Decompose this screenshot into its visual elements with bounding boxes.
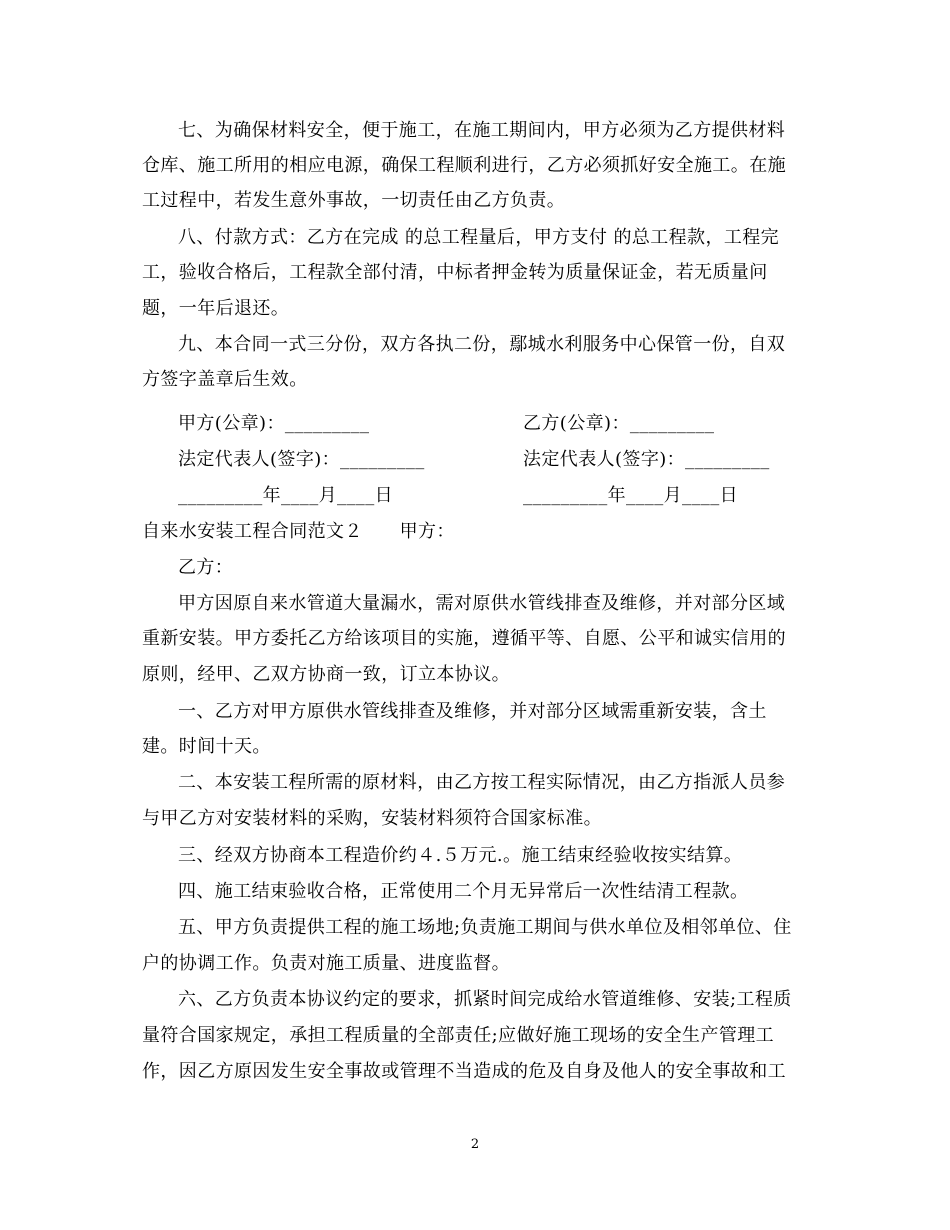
contract-2-party-b: 乙方： — [178, 557, 234, 578]
c2-clause-2-line-2: 与甲乙方对安装材料的采购，安装材料须符合国家标准。 — [142, 808, 602, 829]
clause-7-line-3: 工过程中，若发生意外事故，一切责任由乙方负责。 — [142, 190, 566, 211]
c2-clause-1-line-1: 一、乙方对甲方原供水管线排查及维修，并对部分区域需重新安装，含土 — [178, 701, 767, 722]
c2-clause-4: 四、施工结束验收合格，正常使用二个月无异常后一次性结清工程款。 — [178, 881, 749, 902]
clause-8-line-2: 工，验收合格后，工程款全部付清，中标者押金转为质量保证金，若无质量问 — [142, 262, 768, 283]
page-number: 2 — [470, 1137, 480, 1152]
c2-clause-1-line-2: 建。时间十天。 — [142, 736, 271, 757]
c2-clause-6-line-3: 作，因乙方原因发生安全事故或管理不当造成的危及自身及他人的安全事故和工 — [142, 1061, 786, 1082]
clause-7-line-2: 仓库、施工所用的相应电源，确保工程顺利进行，乙方必须抓好安全施工。在施 — [142, 155, 786, 176]
intro-line-3: 原则，经甲、乙双方协商一致，订立本协议。 — [142, 664, 510, 685]
c2-clause-6-line-1: 六、乙方负责本协议约定的要求，抓紧时间完成给水管道维修、安装;工程质 — [178, 989, 792, 1010]
clause-9-line-2: 方签字盖章后生效。 — [142, 369, 308, 390]
party-a-representative: 法定代表人(签字)：_________ — [178, 449, 425, 470]
intro-line-2: 重新安装。甲方委托乙方给该项目的实施，遵循平等、自愿、公平和诚实信用的 — [142, 628, 786, 649]
c2-clause-5-line-2: 户的协调工作。负责对施工质量、进度监督。 — [142, 953, 510, 974]
party-a-seal: 甲方(公章)：_________ — [178, 413, 370, 434]
clause-8-line-3: 题，一年后退还。 — [142, 298, 290, 319]
c2-clause-5-line-1: 五、甲方负责提供工程的施工场地;负责施工期间与供水单位及相邻单位、住 — [178, 917, 792, 938]
contract-2-heading: 自来水安装工程合同范文２ 甲方： — [142, 521, 455, 542]
clause-7-line-1: 七、为确保材料安全，便于施工，在施工期间内，甲方必须为乙方提供材料 — [178, 120, 786, 141]
party-a-date: _________年____月____日 — [178, 485, 393, 506]
intro-line-1: 甲方因原自来水管道大量漏水，需对原供水管线排查及维修，并对部分区域 — [178, 593, 786, 614]
party-b-date: _________年____月____日 — [523, 485, 738, 506]
c2-clause-2-line-1: 二、本安装工程所需的原材料，由乙方按工程实际情况，由乙方指派人员参 — [178, 772, 786, 793]
c2-clause-3: 三、经双方协商本工程造价约４.５万元.。施工结束经验收按实结算。 — [178, 845, 743, 866]
c2-clause-6-line-2: 量符合国家规定，承担工程质量的全部责任;应做好施工现场的安全生产管理工 — [142, 1025, 775, 1046]
party-b-seal: 乙方(公章)：_________ — [523, 413, 715, 434]
clause-8-line-1: 八、付款方式：乙方在完成 的总工程量后，甲方支付 的总工程款，工程完 — [178, 227, 780, 248]
clause-9-line-1: 九、本合同一式三分份，双方各执二份，鄢城水利服务中心保管一份，自双 — [178, 334, 786, 355]
party-b-representative: 法定代表人(签字)：_________ — [523, 449, 770, 470]
